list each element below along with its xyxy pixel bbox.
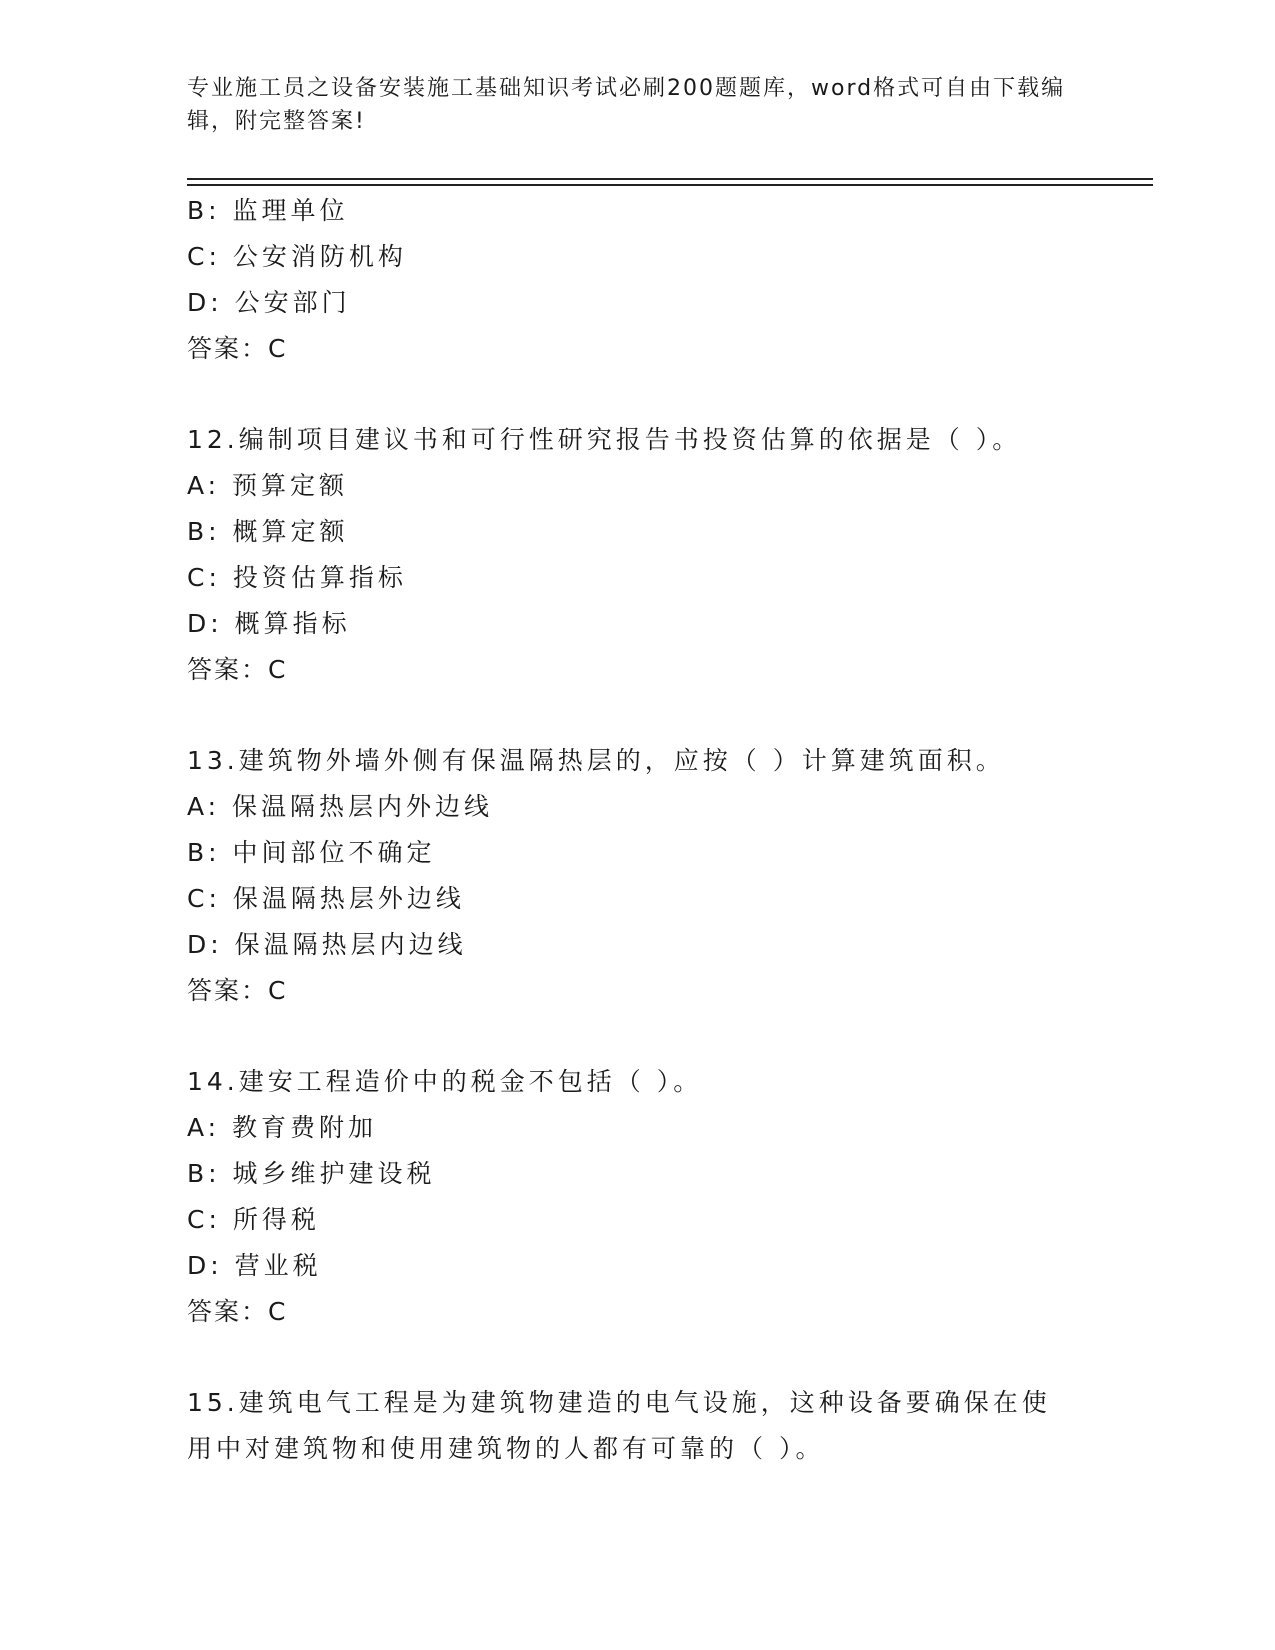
option-c: C: 所得税 <box>187 1205 320 1234</box>
option-c: C: 投资估算指标 <box>187 563 407 592</box>
option-d: D: 保温隔热层内边线 <box>187 930 467 959</box>
question-12 <box>187 417 1067 693</box>
document-header: 专业施工员之设备安装施工基础知识考试必刷200题题库，word格式可自由下载编辑，附完整答案! <box>187 76 1066 134</box>
option-d: D: 概算指标 <box>187 609 351 638</box>
option-a: A: 教育费附加 <box>187 1113 378 1142</box>
option-c: C: 公安消防机构 <box>187 242 407 271</box>
option-b: B: 城乡维护建设税 <box>187 1159 436 1188</box>
answer: 答案：C <box>187 655 288 684</box>
option-a: A: 保温隔热层内外边线 <box>187 792 494 821</box>
question-15 <box>187 1380 1067 1472</box>
question-stem: 14.建安工程造价中的税金不包括（ ）。 <box>187 1067 703 1096</box>
option-a: A: 预算定额 <box>187 471 349 500</box>
header-rule-bottom <box>187 184 1153 186</box>
question-stem: 13.建筑物外墙外侧有保温隔热层的，应按（ ）计算建筑面积。 <box>187 746 1005 775</box>
answer: 答案：C <box>187 334 288 363</box>
answer: 答案：C <box>187 1297 288 1326</box>
option-c: C: 保温隔热层外边线 <box>187 884 465 913</box>
option-d: D: 营业税 <box>187 1251 322 1280</box>
question-11-tail <box>187 188 1067 372</box>
question-14 <box>187 1059 1067 1335</box>
option-b: B: 概算定额 <box>187 517 349 546</box>
option-b: B: 中间部位不确定 <box>187 838 436 867</box>
question-list <box>187 188 1067 1472</box>
question-13 <box>187 738 1067 1014</box>
question-stem: 15.建筑电气工程是为建筑物建造的电气设施，这种设备要确保在使用中对建筑物和使用建筑物的人都有可靠的（ ）。 <box>187 1388 1051 1463</box>
question-stem: 12.编制项目建议书和可行性研究报告书投资估算的依据是（ ）。 <box>187 425 1022 454</box>
option-b: B: 监理单位 <box>187 196 349 225</box>
header-rule-top <box>187 178 1153 180</box>
option-d: D: 公安部门 <box>187 288 351 317</box>
answer: 答案：C <box>187 976 288 1005</box>
